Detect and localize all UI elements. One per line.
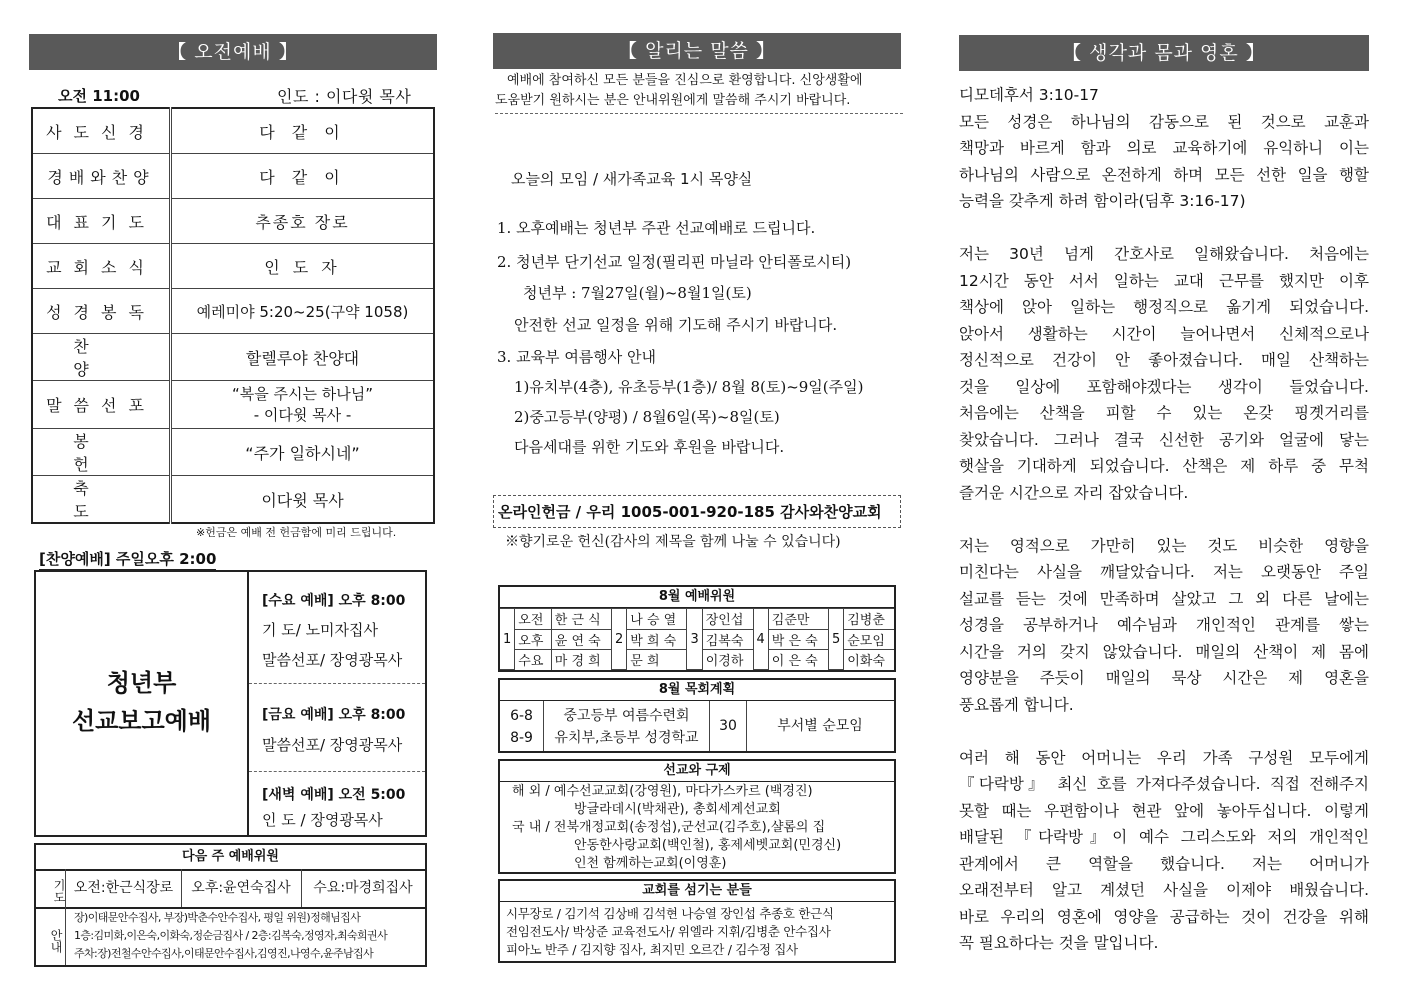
youth-line1: 청년부 — [106, 669, 177, 697]
server-cell: 이 은 숙 — [768, 650, 828, 670]
devotional-line: 설교를 듣는 것에 만족하며 살았고 그 외 다른 날에는 — [959, 589, 1369, 608]
devotional-line: 찾았습니다. 그러나 결국 신선한 공기와 얼굴에 닿는 — [959, 430, 1369, 449]
week-num: 2 — [611, 609, 626, 670]
devotional-line: 처음에는 산책을 피할 수 있는 온갖 핑곗거리를 — [959, 404, 1369, 422]
today-meeting: 오늘의 모임 / 새가족교육 1시 목양실 — [511, 170, 753, 188]
server-cell: 김준만 — [768, 609, 828, 630]
august-plan-title: 8월 목회계획 — [500, 680, 894, 701]
plan-events — [544, 701, 710, 751]
plan-date: 30 — [710, 701, 747, 751]
order-label: 축 도 — [32, 476, 171, 524]
order-label: 찬 양 — [32, 334, 171, 381]
usher-row — [36, 907, 425, 965]
table-row — [32, 429, 434, 476]
wed-sermon: 말씀선포/ 장영광목사 — [262, 651, 403, 669]
week-num: 4 — [753, 609, 768, 670]
notice-3b: 2)중고등부(양평) / 8월6일(목)~8일(토) — [514, 408, 780, 426]
devotional-line: 못할 때는 우편함이나 현관 앞에 놓아두십니다. 이렇게 — [959, 801, 1369, 820]
august-servers-title: 8월 예배위원 — [500, 587, 894, 608]
youth-mission-panel — [36, 572, 249, 835]
week-num: 1 — [500, 609, 515, 670]
table-row — [32, 334, 434, 381]
church-staff-title: 교회를 섬기는 분들 — [500, 881, 894, 902]
server-cell: 이화숙 — [844, 650, 894, 670]
notice-2b: 안전한 선교 일정을 위해 기도해 주시기 바랍니다. — [514, 316, 838, 334]
next-wed: 수요:마경희집사 — [313, 880, 413, 896]
order-value: 다 같 이 — [171, 108, 435, 154]
service-schedule — [249, 572, 425, 835]
server-cell: 김병춘 — [844, 609, 894, 630]
mission-title: 선교와 구제 — [500, 761, 894, 782]
devotional-header: 【 생각과 몸과 영혼 】 — [959, 35, 1369, 71]
devotional-line: 저는 영적으로 가만히 있는 것도 비슷한 영향을 — [959, 536, 1369, 555]
devotional-line: 바로 우리의 영혼에 영양을 공급하는 것이 건강을 위해 — [959, 907, 1369, 926]
server-cell: 나 승 열 — [627, 609, 687, 630]
server-cell: 마 경 희 — [551, 650, 611, 670]
prayer-label: 기도 — [36, 869, 66, 907]
plan-event: 유치부,초등부 성경학교 — [554, 730, 699, 746]
mission-line: 안동한사랑교회(백인철), 홍제세벳교회(민경신) — [574, 838, 842, 853]
devotional-line — [959, 718, 1369, 745]
plan-date: 8-9 — [510, 730, 533, 746]
devotional-line: 책상에 앉아 일하는 행정직으로 옮기게 되었습니다. — [959, 298, 1369, 316]
august-servers-box — [498, 585, 896, 672]
usher-line: 장)이태문안수집사, 부장)박춘수안수집사, 평일 위원)정해님집사 — [74, 911, 361, 924]
notice-2: 2. 청년부 단기선교 일정(필리핀 마닐라 안티폴로시티) — [497, 253, 852, 271]
next-am: 오전:한근식장로 — [66, 869, 182, 907]
table-row — [32, 199, 434, 244]
devotional-line — [959, 215, 1369, 242]
service-label: 오후 — [515, 629, 552, 650]
devotional-line: 여러 해 동안 어머니는 우리 가족 구성원 모두에게 — [959, 748, 1369, 767]
order-value: 다 같 이 — [171, 154, 435, 199]
devotional-line: 풍요롭게 합니다. — [959, 695, 1074, 714]
table-row — [500, 609, 894, 630]
devotional-line: 햇살을 기대하게 되었습니다. 산책은 제 하루 중 무척 — [959, 457, 1369, 475]
sermon-preacher: - 이다윗 목사 - — [253, 405, 352, 424]
august-servers-table — [500, 608, 894, 670]
devotional-line: 정신적으로 건강이 안 좋아졌습니다. 매일 산책하는 — [959, 351, 1369, 369]
devotional-line: 시간을 거의 갖지 않았습니다. 매일의 산책이 제 몸에 — [959, 642, 1369, 661]
devotional-line: 것을 일상에 포함해야겠다는 생각이 들었습니다. — [959, 377, 1369, 396]
server-cell: 순모임 — [844, 629, 894, 650]
mission-line: 국 내 / 전북개정교회(송정섭),군선교(김주호),샬롬의 집 — [512, 820, 826, 835]
table-row — [32, 381, 434, 429]
august-plan-box — [498, 678, 896, 753]
mission-line: 인천 함께하는교회(이영훈) — [574, 856, 727, 871]
next-week-title: 다음 주 예배위원 — [36, 845, 425, 871]
service-label: 수요 — [515, 650, 552, 670]
order-label: 대표기도 — [32, 199, 171, 244]
devotional-text — [959, 82, 1369, 957]
fragrant-offering: ※향기로운 헌신(감사의 제목을 함께 나눌 수 있습니다) — [505, 534, 841, 550]
youth-line2: 선교보고예배 — [71, 707, 212, 735]
staff-line: 피아노 반주 / 김지향 집사, 최지민 오르간 / 김수정 집사 — [506, 942, 798, 957]
prayer-row — [36, 869, 425, 909]
devotional-line: 미친다는 사실을 깨달았습니다. 저는 오랫동안 주일 — [959, 563, 1369, 581]
order-value: 추종호 장로 — [171, 199, 435, 244]
worship-leader: 인도 : 이다윗 목사 — [277, 87, 412, 106]
order-label: 성경봉독 — [32, 289, 171, 334]
notice-3a: 1)유치부(4층), 유초등부(1층)/ 8월 8(토)~9일(주일) — [514, 378, 864, 396]
next-pm: 오후:윤연숙집사 — [181, 869, 302, 907]
mission-line: 방글라데시(박채관), 총회세계선교회 — [574, 802, 781, 817]
devotional-line: 관계에서 큰 역할을 했습니다. 저는 어머니가 — [959, 854, 1369, 873]
wed-prayer: 기 도/ 노미자집사 — [262, 621, 379, 639]
devotional-line: 책망과 바르게 함과 의로 교육하기에 유익하니 이는 — [959, 139, 1369, 157]
welcome-line: 도움받기 원하시는 분은 안내위원에게 말씀해 주시기 바랍니다. — [495, 93, 851, 108]
table-row — [32, 289, 434, 334]
devotional-line: 하나님의 사람으로 온전하게 하며 모든 선한 일을 행할 — [959, 165, 1369, 184]
usher-label: 안내 — [36, 907, 66, 965]
dawn-title: [새벽 예배] 오전 5:00 — [262, 787, 406, 803]
server-cell: 문 희 — [627, 650, 687, 670]
table-row — [32, 244, 434, 289]
order-value: “주가 일하시네” — [171, 429, 435, 476]
online-offering: 온라인헌금 / 우리 1005-001-920-185 감사와찬양교회 — [493, 495, 901, 528]
order-label: 교회소식 — [32, 244, 171, 289]
welcome-text — [495, 71, 903, 114]
devotional-line: 디모데후서 3:10-17 — [959, 86, 1099, 104]
devotional-line: 오래전부터 알고 계셨던 사실을 이제야 배웠습니다. — [959, 881, 1369, 899]
next-week-servers-box — [34, 843, 427, 967]
mission-line: 해 외 / 예수선교교회(강영원), 마다가스카르 (백경진) — [512, 784, 813, 799]
devotional-line: 배달된 『다락방』이 예수 그리스도와 저의 개인적인 — [959, 828, 1369, 846]
notice-1: 1. 오후예배는 청년부 주관 선교예배로 드립니다. — [497, 219, 816, 237]
worship-time: 오전 11:00 — [58, 87, 140, 105]
plan-event: 부서별 순모임 — [777, 718, 863, 734]
server-cell: 박 희 숙 — [627, 629, 687, 650]
devotional-line: 성경을 공부하거나 예수님과 개인적인 관계를 쌓는 — [959, 616, 1369, 634]
order-label: 봉 헌 — [32, 429, 171, 476]
plan-date: 6-8 — [510, 708, 533, 724]
notice-3: 3. 교육부 여름행사 안내 — [497, 348, 657, 366]
devotional-line: 『다락방』 최신 호를 가져다주셨습니다. 직접 전해주지 — [959, 775, 1369, 793]
plan-dates — [500, 701, 544, 751]
staff-line: 시무장로 / 김기석 김상배 김석현 나승열 장인섭 추종호 한근식 — [506, 906, 834, 921]
usher-line: 주차:장)전철수안수집사,이태문안수집사,김영진,나영수,윤주남집사 — [74, 947, 374, 960]
order-value — [171, 381, 435, 429]
praise-worship-title: [찬양예배] 주일오후 2:00 — [39, 550, 217, 568]
wed-title: [수요 예배] 오후 8:00 — [262, 593, 406, 609]
order-label: 사도신경 — [32, 108, 171, 154]
order-label: 경배와찬양 — [32, 154, 171, 199]
devotional-line: 앉아서 생활하는 시간이 늘어나면서 신체적으로나 — [959, 324, 1369, 343]
youth-mission-title — [36, 664, 247, 740]
devotional-line: 12시간 동안 서서 일하는 교대 근무를 했지만 이후 — [959, 271, 1369, 290]
server-cell: 한 근 식 — [551, 609, 611, 630]
sermon-title: “복을 주시는 하나님” — [232, 384, 373, 403]
weekly-worship-box — [34, 570, 427, 837]
devotional-line: 영양분을 주듯이 매일의 묵상 시간은 제 영혼을 — [959, 669, 1369, 687]
devotional-line: 즐거운 시간으로 자리 잡았습니다. — [959, 483, 1189, 502]
morning-worship-header: 【 오전예배 】 — [29, 34, 437, 70]
notices-header: 【 알리는 말씀 】 — [493, 33, 901, 69]
staff-line: 전임전도사/ 박상준 교육전도사/ 위엘라 지휘/김병춘 안수집사 — [506, 924, 831, 939]
order-value: 예레미야 5:20~25(구약 1058) — [171, 289, 435, 334]
fri-sermon: 말씀선포/ 장영광목사 — [262, 736, 403, 754]
welcome-line: 예배에 참여하신 모든 분들을 진심으로 환영합니다. 신앙생활에 — [507, 73, 863, 88]
fri-title: [금요 예배] 오후 8:00 — [262, 707, 406, 723]
devotional-line: 꼭 필요하다는 것을 말입니다. — [959, 934, 1159, 952]
mission-list — [512, 783, 841, 873]
devotional-line — [959, 506, 1369, 533]
devotional-line: 모든 성경은 하나님의 감동으로 된 것으로 교훈과 — [959, 112, 1369, 131]
order-value: 이다윗 목사 — [261, 490, 344, 510]
server-cell: 이경하 — [702, 650, 753, 670]
table-row — [32, 154, 434, 199]
week-num: 3 — [687, 609, 702, 670]
usher-line: 1층:김미화,이은숙,이화숙,정순금집사 / 2층:김복숙,정영자,최숙희권사 — [74, 929, 388, 942]
server-cell: 박 은 숙 — [768, 629, 828, 650]
table-row — [32, 108, 434, 154]
divider — [249, 771, 425, 772]
divider — [249, 683, 425, 684]
offering-note: ※헌금은 예배 전 헌금함에 미리 드립니다. — [196, 526, 397, 539]
week-num: 5 — [828, 609, 843, 670]
notice-3c: 다음세대를 위한 기도와 후원을 바랍니다. — [514, 438, 785, 456]
server-cell: 김복숙 — [702, 629, 753, 650]
server-cell: 윤 연 숙 — [551, 629, 611, 650]
mission-box — [498, 759, 896, 874]
service-label: 오전 — [515, 609, 552, 630]
devotional-line: 저는 30년 넘게 간호사로 일해왔습니다. 처음에는 — [959, 245, 1369, 263]
order-value: 할렐루야 찬양대 — [171, 334, 435, 381]
dawn-leader: 인 도 / 장영광목사 — [262, 811, 383, 829]
worship-order-table — [31, 107, 435, 524]
usher-list — [74, 909, 387, 963]
devotional-line: 능력을 갖추게 하려 함이라(딤후 3:16-17) — [959, 192, 1246, 210]
server-cell: 장인섭 — [702, 609, 753, 630]
order-label: 말씀선포 — [32, 381, 171, 429]
church-staff-box — [498, 879, 896, 963]
church-staff-list — [506, 905, 834, 959]
plan-event: 중고등부 여름수련회 — [563, 708, 690, 724]
order-value: 인 도 자 — [171, 244, 435, 289]
table-row — [32, 476, 434, 524]
notice-2a: 청년부 : 7월27일(월)~8월1일(토) — [523, 284, 752, 302]
